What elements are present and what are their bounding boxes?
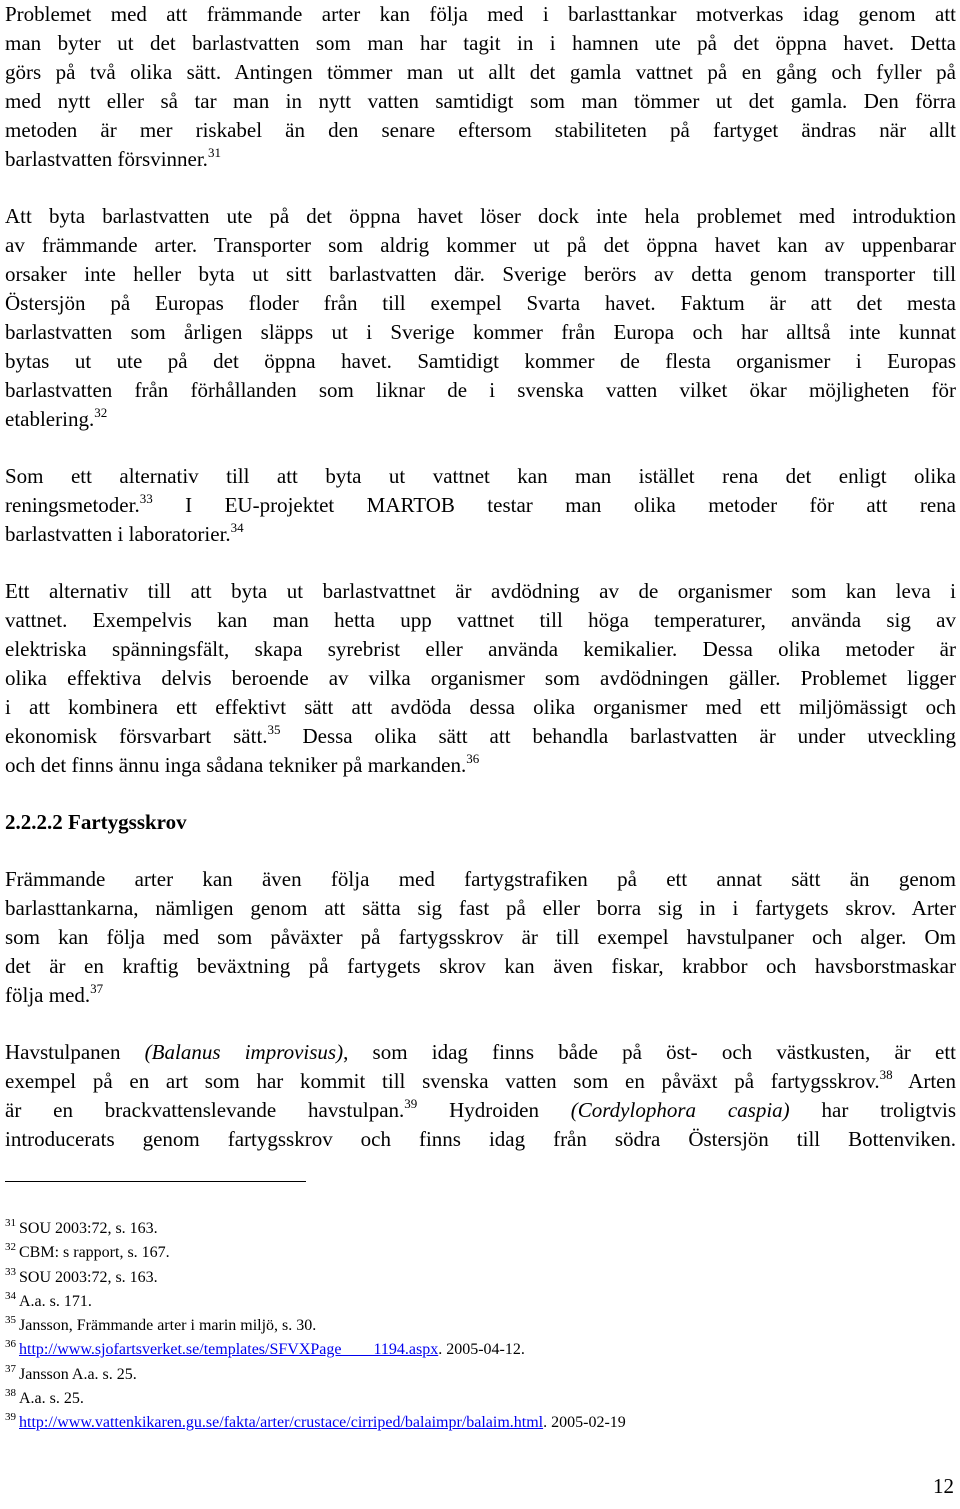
text-line: Ett alternativ till att byta ut barlastvattnet är avdödning av de organismer som kan leva i xyxy=(5,579,956,603)
paragraph-killing xyxy=(5,577,956,780)
footnote-text: A.a. s. 25. xyxy=(19,1390,84,1408)
text-line: barlasttankarna, nämligen genom att sätta sig fast på eller borra sig in i fartygets skrov. Arter xyxy=(5,896,956,920)
text-fragment: Havstulpanen xyxy=(5,1040,145,1064)
footnote-link[interactable]: http://www.sjofartsverket.se/templates/SFVXPage____1194.aspx xyxy=(19,1341,439,1359)
footnotes xyxy=(5,1217,905,1436)
text-fragment: Dessa olika sätt att behandla barlastvatten är under utveckling xyxy=(280,724,956,748)
footnote-number: 35 xyxy=(5,1314,16,1327)
text-line: metoden är mer riskabel än den senare eftersom stabiliteten på fartyget ändras när allt xyxy=(5,118,956,142)
footnote-number: 37 xyxy=(5,1362,16,1375)
footnote xyxy=(5,1314,905,1338)
text-line: med nytt eller så tar man in nytt vatten samtidigt som man tömmer ut det gamla. Den förra xyxy=(5,89,956,113)
footnote-text: . 2005-02-19 xyxy=(543,1414,626,1432)
text-line: vattnet. Exempelvis kan man hetta upp vattnet till höga temperaturer, använda sig av xyxy=(5,608,956,632)
text-fragment: har troligtvis xyxy=(789,1098,956,1122)
footnote-ref: 37 xyxy=(90,981,104,996)
text-fragment: Hydroiden xyxy=(417,1098,571,1122)
paragraph-ballast-exchange xyxy=(5,0,956,174)
footnote-text: SOU 2003:72, s. 163. xyxy=(19,1220,158,1237)
text-fragment: och det finns ännu inga sådana tekniker på markanden. xyxy=(5,753,467,777)
footnote-number: 32 xyxy=(5,1241,16,1254)
footnote-ref: 36 xyxy=(466,751,480,766)
footnote-ref: 31 xyxy=(207,145,221,160)
paragraph-open-sea xyxy=(5,202,956,434)
paragraph-barnacle xyxy=(5,1038,956,1154)
footnote-number: 39 xyxy=(5,1411,16,1424)
text-line: görs på två olika sätt. Antingen tömmer man ut allt det gamla vattnet på en gång och fyller på xyxy=(5,60,956,84)
text-fragment: exempel på en art som har kommit till svenska vatten som en påväxt på fartygsskrov. xyxy=(5,1069,880,1093)
page-number: 12 xyxy=(933,1474,954,1498)
text-line: man byter ut det barlastvatten som man har tagit in i hamnen ute på det öppna havet. Detta xyxy=(5,31,956,55)
text-line: i att kombinera ett effektivt sätt att avdöda dessa olika organismer med ett miljömässigt och xyxy=(5,695,956,719)
text-line: Problemet med att främmande arter kan följa med i barlasttankar motverkas idag genom att xyxy=(5,2,956,26)
text-fragment: följa med. xyxy=(5,983,91,1007)
footnote-number: 36 xyxy=(5,1338,16,1351)
text-fragment: reningsmetoder. xyxy=(5,493,140,517)
footnote-text: CBM: s rapport, s. 167. xyxy=(19,1244,170,1262)
footnote-text: Jansson, Främmande arter i marin miljö, s. 30. xyxy=(19,1317,317,1335)
footnote-ref: 35 xyxy=(267,722,281,737)
footnote-text: . 2005-04-12. xyxy=(438,1341,525,1359)
footnote-text: A.a. s. 171. xyxy=(19,1292,92,1310)
text-line: det är en kraftig beväxtning på fartygets skrov kan även fiskar, krabbor och havsborstmaskar xyxy=(5,954,956,978)
text-line: Främmande arter kan även följa med fartygstrafiken på ett annat sätt än genom xyxy=(5,867,956,891)
text-line: av främmande arter. Transporter som aldrig kommer ut på det öppna havet kan av uppenbarar xyxy=(5,233,956,257)
text-line xyxy=(5,1067,956,1096)
footnote-text: Jansson A.a. s. 25. xyxy=(19,1365,137,1383)
footnote-ref: 34 xyxy=(230,520,244,535)
text-fragment: barlastvatten försvinner. xyxy=(5,147,208,171)
footnote-number: 31 xyxy=(5,1217,16,1229)
text-line: barlastvatten från förhållanden som liknar de i svenska vatten vilket ökar möjligheten för xyxy=(5,378,956,402)
footnote xyxy=(5,1217,905,1241)
text-line: Som ett alternativ till att byta ut vattnet kan man istället rena det enligt olika xyxy=(5,464,956,488)
footnote-link[interactable]: http://www.vattenkikaren.gu.se/fakta/arter/crustace/cirriped/balaimpr/balaim.html xyxy=(19,1414,544,1432)
text-fragment: ekonomisk försvarbart sätt. xyxy=(5,724,268,748)
footnote xyxy=(5,1241,905,1265)
species-name: (Balanus improvisus) xyxy=(144,1040,344,1064)
text-line xyxy=(5,1096,956,1125)
footnote-ref: 32 xyxy=(94,405,108,420)
text-line xyxy=(5,407,107,431)
text-fragment: barlastvatten i laboratorier. xyxy=(5,522,231,546)
document-page xyxy=(5,0,956,1154)
text-line xyxy=(5,522,244,546)
footnote-text: SOU 2003:72, s. 163. xyxy=(19,1268,158,1286)
text-line xyxy=(5,147,221,171)
paragraph-hull-fouling xyxy=(5,865,956,1010)
text-line xyxy=(5,722,956,751)
text-line xyxy=(5,1038,956,1067)
text-line: elektriska spänningsfält, skapa syrebrist eller använda kemikalier. Dessa olika metoder är xyxy=(5,637,956,661)
footnote-ref: 38 xyxy=(879,1067,893,1082)
species-name: (Cordylophora caspia) xyxy=(570,1098,790,1122)
text-line xyxy=(5,753,479,777)
footnote-ref: 33 xyxy=(139,491,153,506)
text-fragment: etablering. xyxy=(5,407,95,431)
text-line: Östersjön på Europas floder från till exempel Svarta havet. Faktum är att det mesta xyxy=(5,291,956,315)
text-fragment: , som idag finns både på öst- och västkusten, är ett xyxy=(343,1040,956,1064)
text-line: bytas ut ute på det öppna havet. Samtidigt kommer de flesta organismer i Europas xyxy=(5,349,956,373)
text-line: Att byta barlastvatten ute på det öppna havet löser dock inte hela problemet med introduktion xyxy=(5,204,956,228)
footnote-number: 38 xyxy=(5,1387,16,1400)
footnote xyxy=(5,1387,905,1411)
text-line: barlastvatten som årligen släpps ut i Sverige kommer från Europa och har alltså inte kunnat xyxy=(5,320,956,344)
footnote-ref: 39 xyxy=(404,1096,418,1111)
footnote xyxy=(5,1266,905,1290)
footnote-number: 33 xyxy=(5,1265,16,1278)
text-line: som kan följa med som påväxter på fartygsskrov är till exempel havstulpaner och alger. Om xyxy=(5,925,956,949)
text-line: introducerats genom fartygsskrov och finns idag från södra Östersjön till Bottenviken. xyxy=(5,1127,956,1151)
section-heading: 2.2.2.2 Fartygsskrov xyxy=(5,810,187,834)
footnote-divider xyxy=(5,1181,306,1182)
text-line: olika effektiva delvis beroende av vilka organismer som avdödningen gäller. Problemet ligger xyxy=(5,666,956,690)
footnote xyxy=(5,1338,905,1362)
text-line xyxy=(5,983,103,1007)
footnote xyxy=(5,1411,905,1435)
paragraph-cleaning xyxy=(5,462,956,549)
text-fragment: är en brackvattenslevande havstulpan. xyxy=(5,1098,405,1122)
text-line: orsaker inte heller byta ut sitt barlastvatten där. Sverige berörs av detta genom transporter till xyxy=(5,262,956,286)
text-fragment: Arten xyxy=(892,1069,956,1093)
footnote xyxy=(5,1363,905,1387)
text-line xyxy=(5,491,956,520)
footnote-number: 34 xyxy=(5,1289,16,1302)
footnote xyxy=(5,1290,905,1314)
text-fragment: I EU-projektet MARTOB testar man olika metoder för att rena xyxy=(152,493,956,517)
